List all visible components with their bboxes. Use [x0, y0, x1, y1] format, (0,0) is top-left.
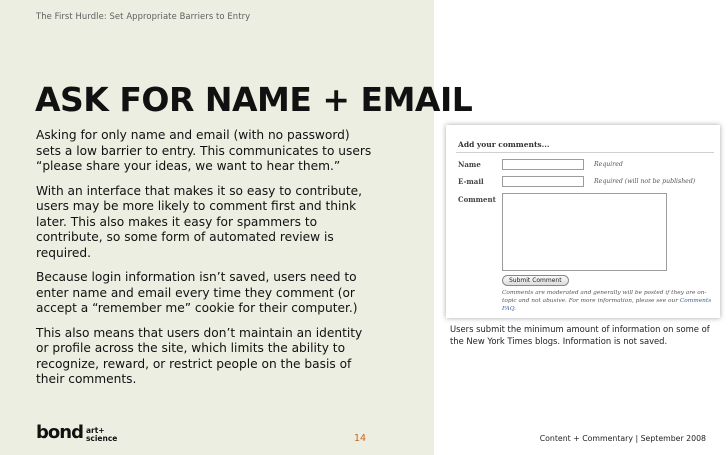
breadcrumb: The First Hurdle: Set Appropriate Barriers to Entry [36, 11, 251, 21]
screenshot-caption: Users submit the minimum amount of information on some of the New York Times blogs. Information is not saved. [450, 324, 710, 346]
moderation-note-end: . [514, 306, 517, 312]
comments-faq-link[interactable]: Comments FAQ [502, 298, 712, 312]
name-label: Name [458, 160, 481, 169]
bond-logo [36, 424, 117, 442]
logo-wordmark: bond [36, 422, 83, 443]
page-title: ASK FOR NAME + EMAIL [35, 80, 473, 119]
logo-sub-line: science [85, 433, 118, 443]
email-label: E-mail [458, 177, 484, 186]
body-text [36, 128, 376, 397]
email-required-hint: Required (will not be published) [594, 178, 696, 185]
name-required-hint: Required [594, 161, 623, 168]
moderation-note [502, 289, 712, 313]
comment-textarea[interactable] [502, 193, 667, 271]
comment-form-screenshot [446, 125, 720, 318]
body-paragraph: Because login information isn’t saved, users need to enter name and email every time they comment (or accept a “remember me” cookie for their computer.) [36, 270, 358, 315]
logo-subtext [86, 427, 117, 442]
comment-form-heading: Add your comments... [458, 140, 550, 149]
page-number: 14 [354, 433, 367, 444]
submit-comment-button[interactable]: Submit Comment [502, 275, 569, 286]
body-paragraph: With an interface that makes it so easy to contribute, users may be more likely to comment first and think later. This also makes it easy for spammers to contribute, so some form of automated review is required. [36, 183, 363, 260]
comment-label: Comment [458, 195, 496, 204]
name-field[interactable] [502, 159, 584, 170]
email-field[interactable] [502, 176, 584, 187]
body-paragraph: This also means that users don’t maintain an identity or profile across the site, which limits the ability to recognize, reward, or restrict people on the basis of their comments. [36, 325, 363, 386]
body-paragraph: Asking for only name and email (with no password) sets a low barrier to entry. This communicates to users “please share your ideas, we want to hear them.” [36, 128, 372, 173]
logo-sub-line: art+ [85, 426, 105, 435]
divider [456, 152, 714, 153]
footer-info: Content + Commentary | September 2008 [539, 434, 706, 443]
moderation-note-text: Comments are moderated and generally will be posted if they are on-topic and not abusive. For more information, please see our [502, 290, 707, 304]
